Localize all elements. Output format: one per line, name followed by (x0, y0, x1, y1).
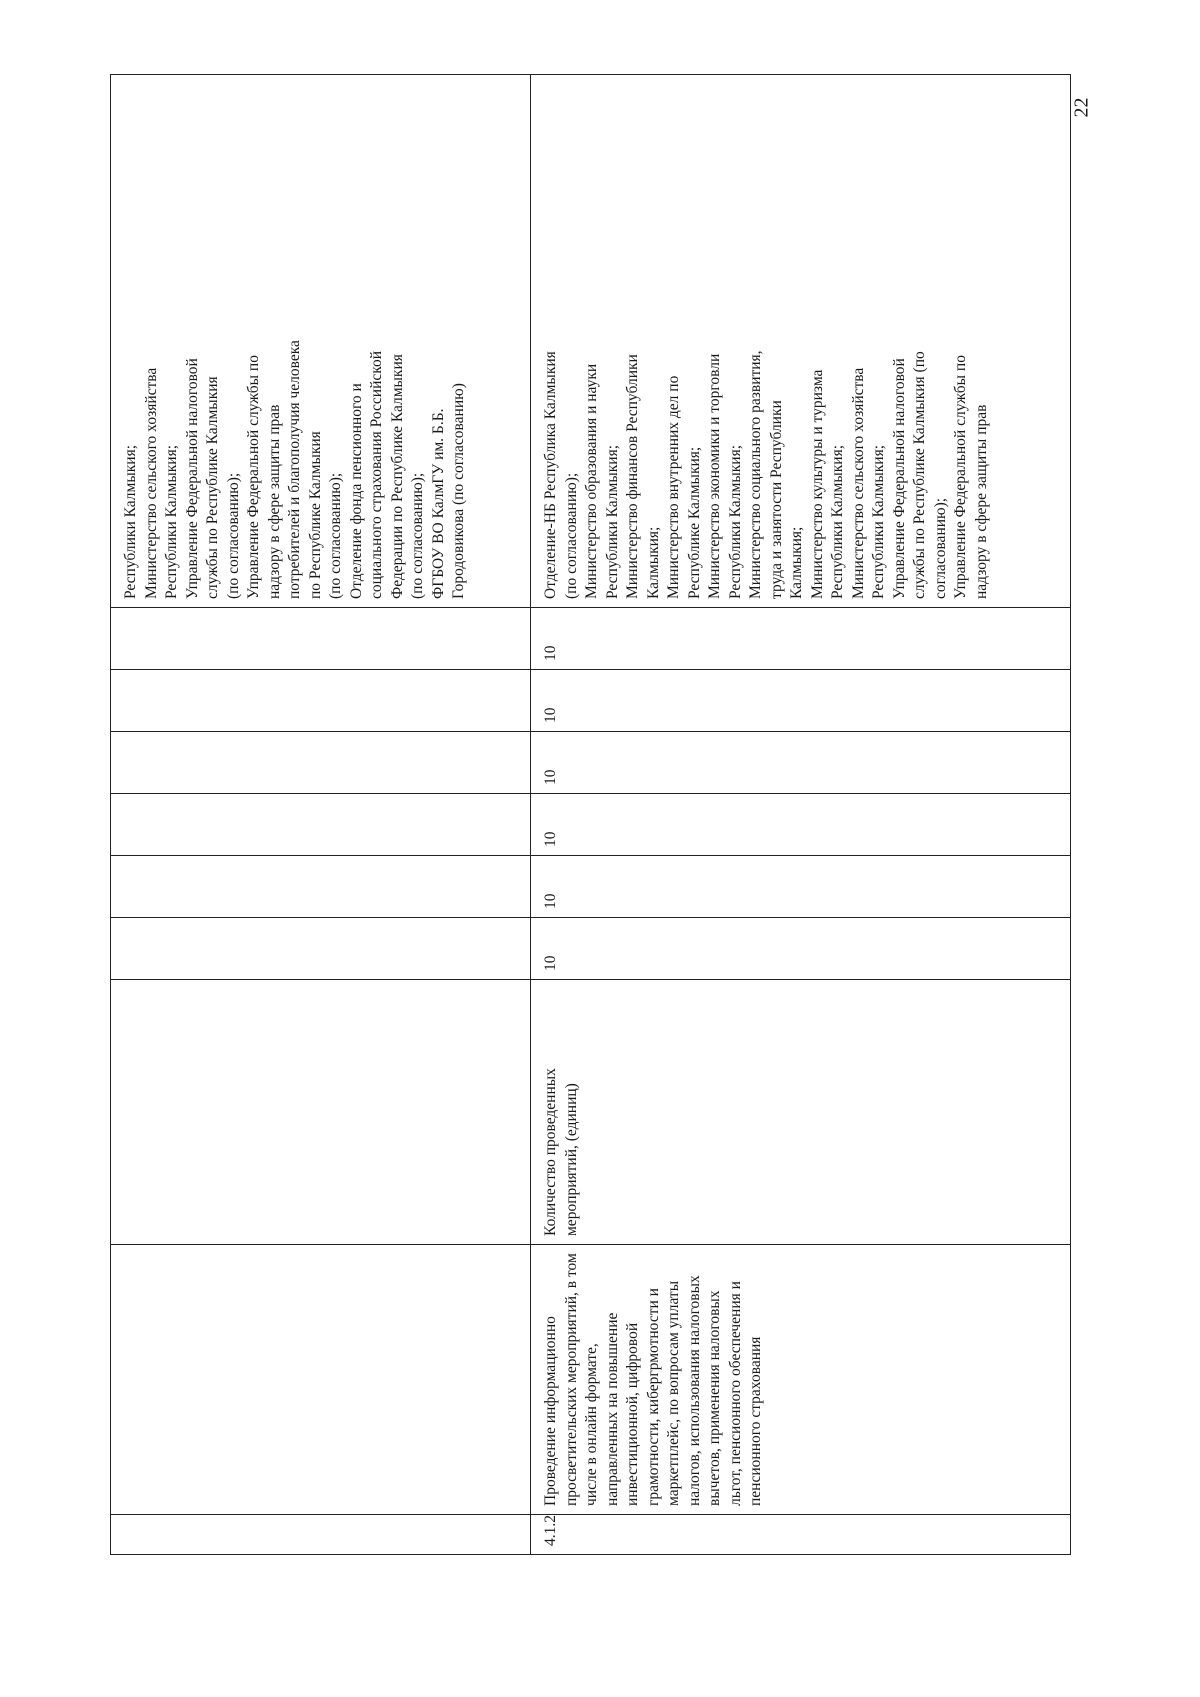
value-cell-5: 10 (531, 670, 1071, 732)
measure-name-cell (111, 1245, 531, 1515)
value-cell-2 (111, 856, 531, 918)
value-cell-3 (111, 794, 531, 856)
row-number-cell (111, 1515, 531, 1555)
value-cell-6 (111, 608, 531, 670)
value-cell-5 (111, 670, 531, 732)
value-cell-1: 10 (531, 918, 1071, 980)
measures-table (110, 74, 1071, 1555)
indicator-cell: Количество проведенных мероприятий, (единиц) (531, 980, 1071, 1245)
indicator-cell (111, 980, 531, 1245)
table-row-4-1-2 (531, 75, 1071, 1555)
value-cell-2: 10 (531, 856, 1071, 918)
page-number: 22 (1070, 97, 1093, 118)
table-row-continuation (111, 75, 531, 1555)
value-cell-6: 10 (531, 608, 1071, 670)
rotated-table-container (110, 75, 1070, 1555)
measure-name-cell: Проведение информационно просветительских мероприятий, в том числе в онлайн формате, направленных на повышение инвестиционной, цифровой грамотности, кибергрмотности и маркетплейс, по вопросам уплаты налогов, использования налоговых вычетов, применения налоговых льгот, пенсионного обеспечения и пенсионного страхования (531, 1245, 1071, 1515)
row-number-cell: 4.1.2 (531, 1515, 1071, 1555)
value-cell-1 (111, 918, 531, 980)
executors-cell: Отделение-НБ Республика Калмыкия (по согласованию); Министерство образования и науки Республики Калмыкия; Министерство финансов Республики Калмыкия; Министерство внутренних дел по Республике Калмыкия; Министерство экономики и торговли Республики Калмыкия; Министерство социального развития, труда и занятости Республики Калмыкия; Министерство культуры и туризма Республики Калмыкия; Министерство сельского хозяйства Республики Калмыкия; Управление Федеральной налоговой службы по Республике Калмыкия (по согласованию); Управление Федеральной службы по надзору в сфере защиты прав (531, 75, 1071, 608)
value-cell-4: 10 (531, 732, 1071, 794)
executors-cell: Республики Калмыкия; Министерство сельского хозяйства Республики Калмыкия; Управление Федеральной налоговой службы по Республике Калмыкия (по согласованию); Управление Федеральной службы по надзору в сфере защиты прав потребителей и благополучия человека по Республике Калмыкия (по согласованию); Отделение фонда пенсионного и социального страхования Российской Федерации по Республике Калмыкия (по согласованию); ФГБОУ ВО КалмГУ им. Б.Б. Городовикова (по согласованию) (111, 75, 531, 608)
value-cell-3: 10 (531, 794, 1071, 856)
value-cell-4 (111, 732, 531, 794)
